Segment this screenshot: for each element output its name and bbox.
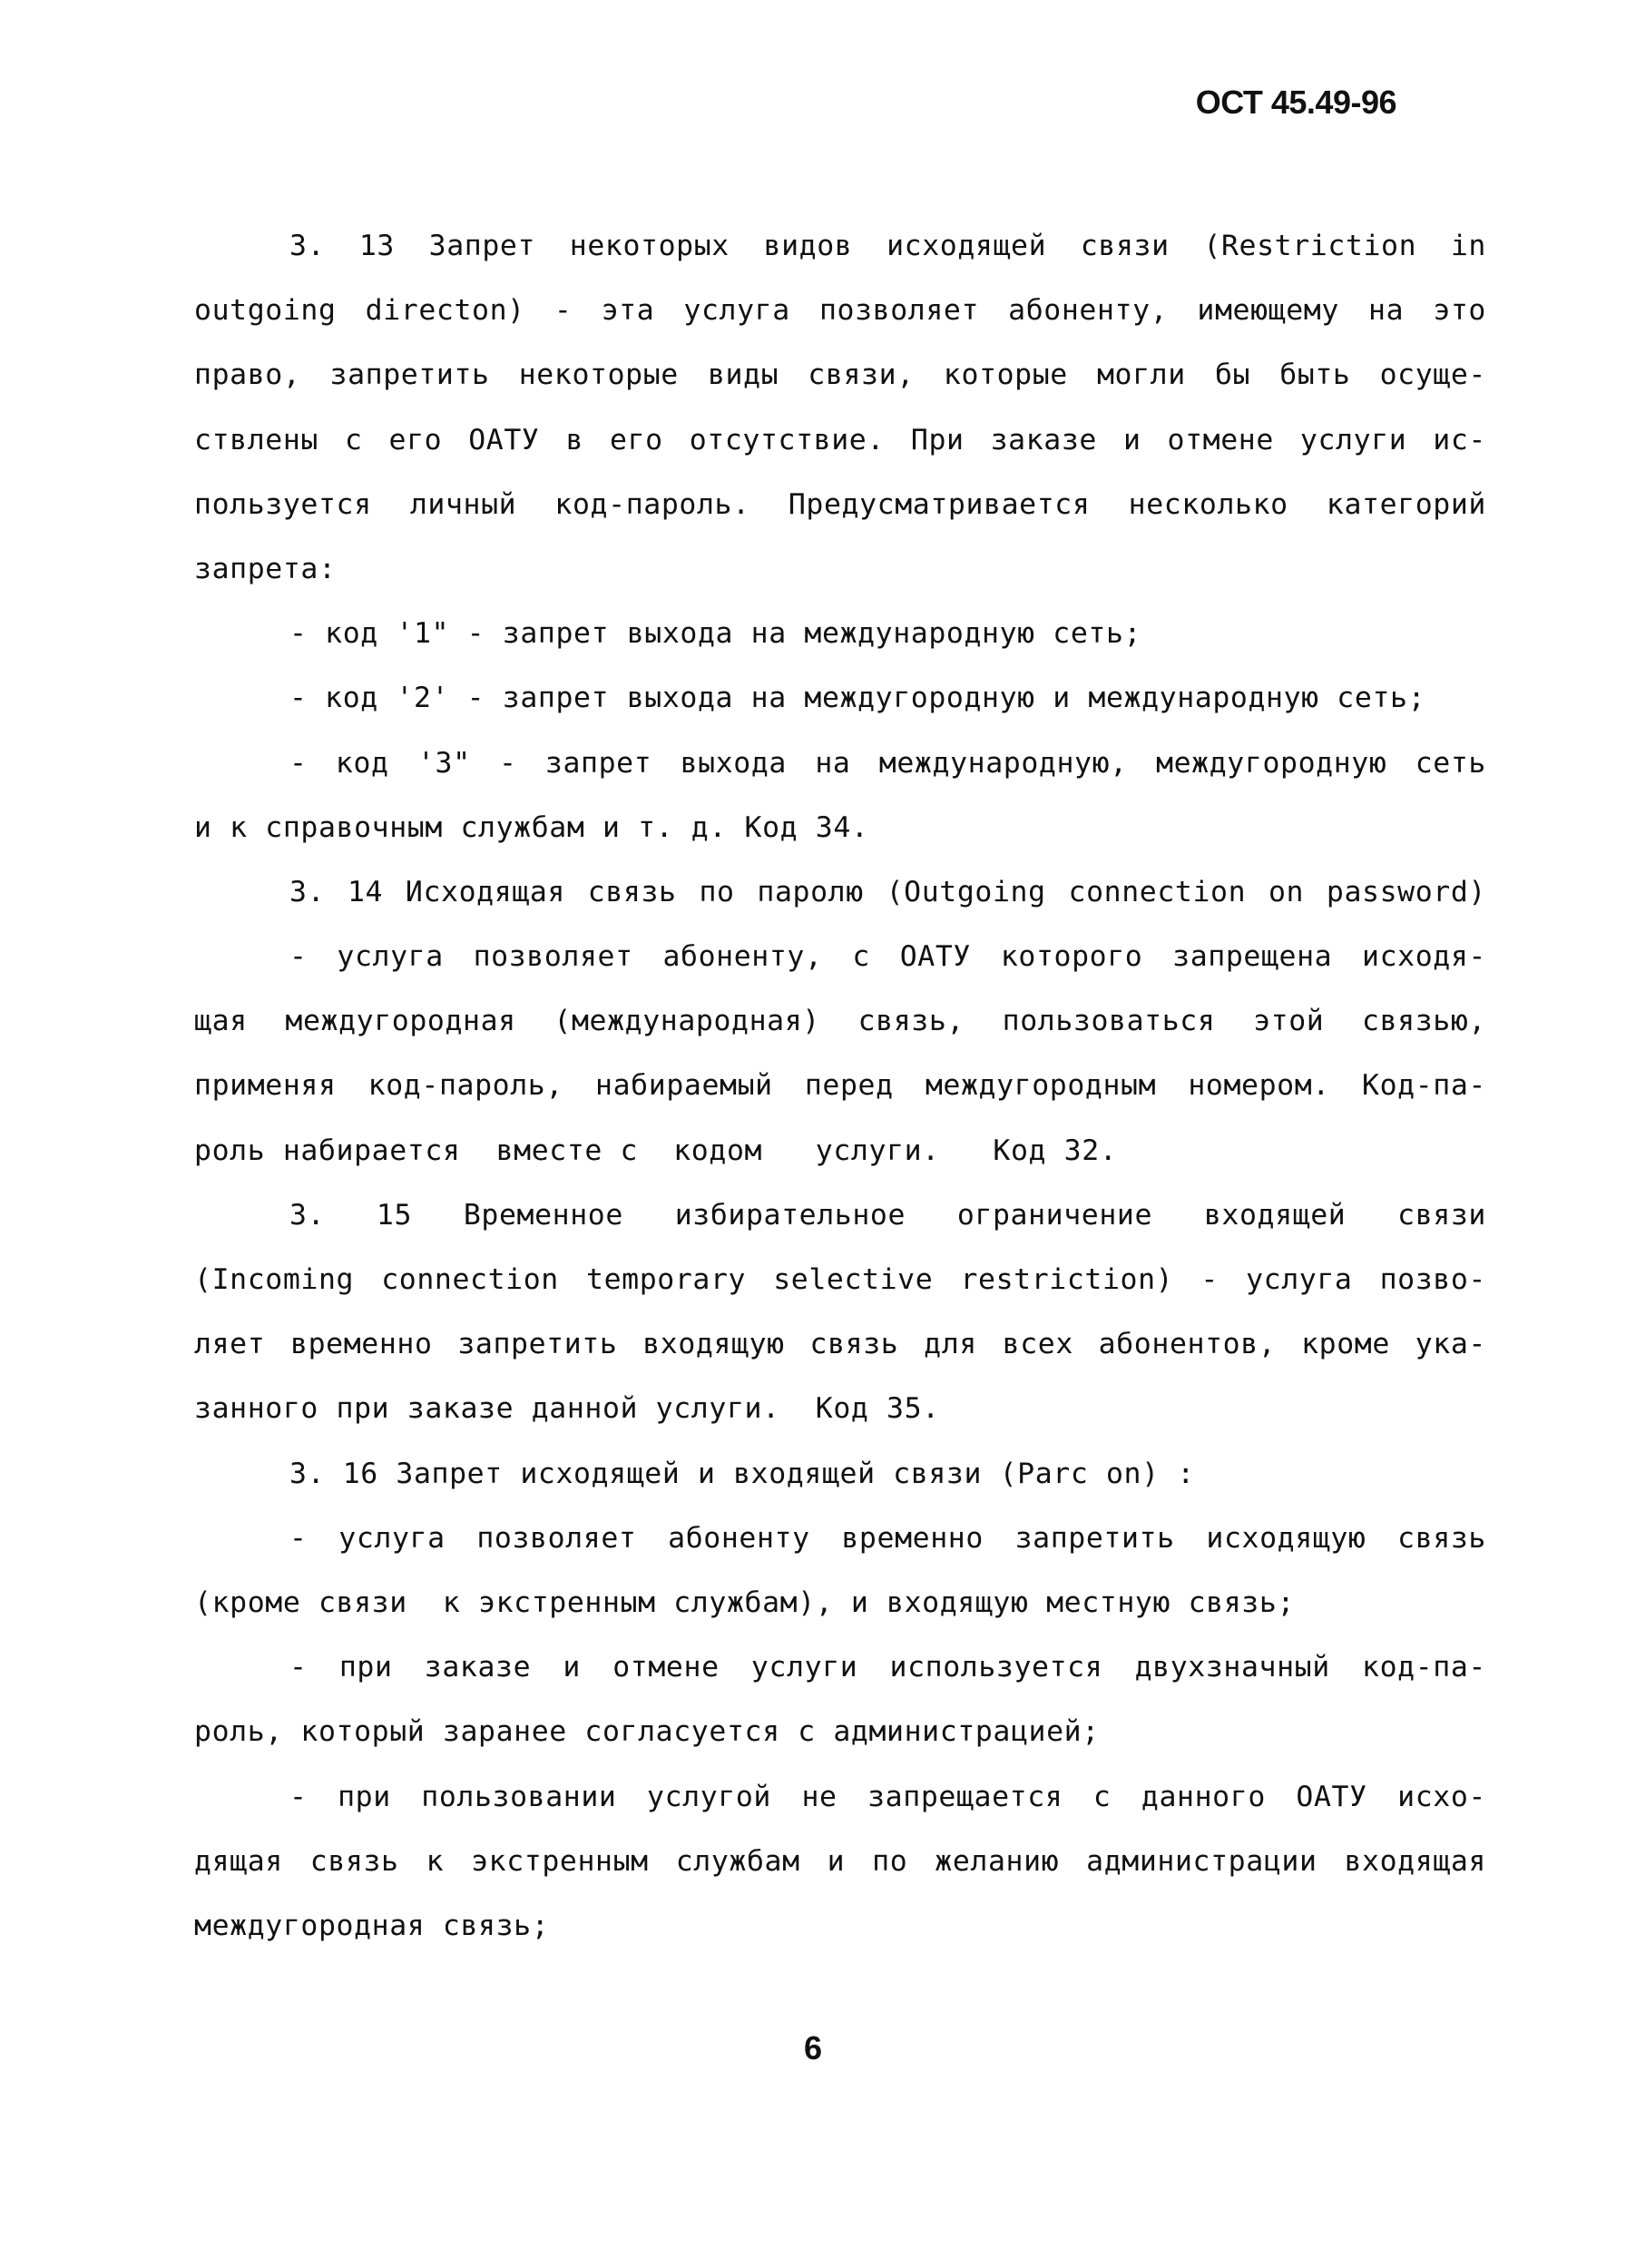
- body-line: пользуется личный код-пароль. Предусматривается несколько категорий: [194, 487, 1486, 521]
- body-line: ствлены с его ОАТУ в его отсутствие. При заказе и отмене услуги ис-: [194, 423, 1486, 457]
- body-line: 3. 15 Временное избирательное ограничение входящей связи: [289, 1198, 1486, 1232]
- body-line: (кроме связи к экстренным службам), и входящую местную связь;: [194, 1586, 1296, 1619]
- body-line: и к справочным службам и т. д. Код 34.: [194, 810, 869, 844]
- body-line: - при заказе и отмене услуги используется двухзначный код-па-: [289, 1651, 1486, 1684]
- body-line: роль, который заранее согласуется с администрацией;: [194, 1715, 1100, 1749]
- body-line: - при пользовании услугой не запрещается с данного ОАТУ исхо-: [289, 1780, 1486, 1813]
- body-line: запрета:: [194, 552, 337, 585]
- body-line: дящая связь к экстренным службам и по желанию администрации входящая: [194, 1844, 1486, 1878]
- body-line: - код '3" - запрет выхода на международную, междугородную сеть: [289, 746, 1486, 780]
- document-body: [194, 214, 1486, 1959]
- body-line: щая междугородная (международная) связь, пользоваться этой связью,: [194, 1005, 1486, 1038]
- body-line: междугородная связь;: [194, 1909, 550, 1942]
- body-line: занного при заказе данной услуги. Код 35.: [194, 1392, 940, 1426]
- body-line: право, запретить некоторые виды связи, которые могли бы быть осуще-: [194, 358, 1486, 392]
- body-line: - код '2' - запрет выхода на междугородную и международную сеть;: [289, 682, 1426, 715]
- body-line: (Incoming connection temporary selective restriction) - услуга позво-: [194, 1263, 1486, 1296]
- body-line: применяя код-пароль, набираемый перед междугородным номером. Код-па-: [194, 1069, 1486, 1103]
- body-line: 3. 13 Запрет некоторых видов исходящей связи (Restriction in: [289, 230, 1486, 262]
- document-code: ОСТ 45.49-96: [1195, 83, 1396, 121]
- body-line: роль набирается вместе с кодом услуги. Код 32.: [194, 1134, 1118, 1167]
- body-line: - услуга позволяет абоненту временно запретить исходящую связь: [289, 1521, 1486, 1555]
- body-line: outgoing directon) - эта услуга позволяет абоненту, имеющему на это: [194, 294, 1486, 328]
- body-line: - код '1" - запрет выхода на международную сеть;: [289, 617, 1142, 651]
- body-line: ляет временно запретить входящую связь для всех абонентов, кроме ука-: [194, 1328, 1486, 1361]
- body-line: - услуга позволяет абоненту, с ОАТУ которого запрещена исходя-: [289, 940, 1486, 974]
- body-line: 3. 16 Запрет исходящей и входящей связи (Parc on) :: [289, 1457, 1195, 1490]
- page-number: 6: [803, 2029, 823, 2067]
- body-line: 3. 14 Исходящая связь по паролю (Outgoing connection on password): [289, 875, 1486, 908]
